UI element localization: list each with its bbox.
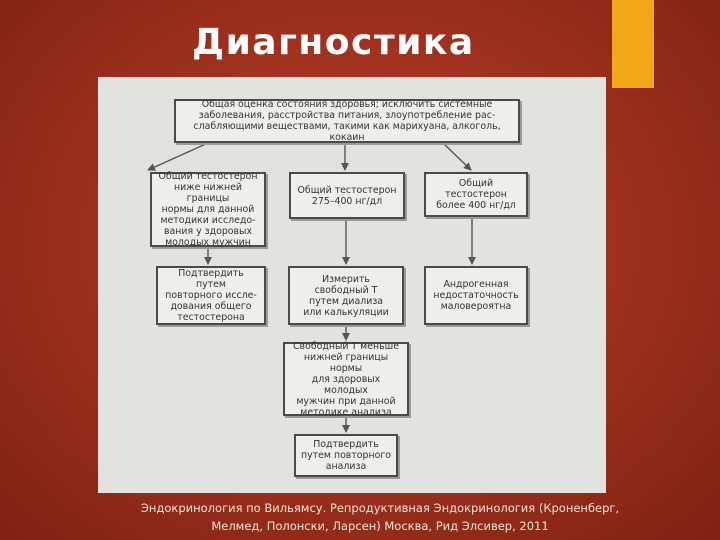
node-total-t-below-normal: Общий тестостерон ниже нижней границы нормы для данной методики исследо- вания у здоровых молодых мужчин <box>150 172 266 247</box>
node-free-t-below-normal: Свободный Т меньше нижней границы нормы для здоровых молодых мужчин при данной методике анализа <box>283 342 409 416</box>
node-general-assessment: Общая оценка состояния здоровья; исключить системные заболевания, расстройства питания, злоупотребление рас- слабляющими веществами, такими как марихуана, алкоголь, кокаин <box>174 99 520 143</box>
node-confirm-repeat-analysis: Подтвердить путем повторного анализа <box>294 434 398 477</box>
node-androgen-deficiency-unlikely: Андрогенная недостаточность маловероятна <box>424 266 528 325</box>
node-measure-free-t: Измерить свободный Т путем диализа или калькуляции <box>288 266 404 325</box>
slide-title: Диагностика <box>192 22 475 63</box>
node-total-t-above-400: Общий тестостерон более 400 нг/дл <box>424 172 528 217</box>
citation: Эндокринология по Вильямсу. Репродуктивная Эндокринология (Кроненберг, Мелмед, Полонски, Ларсен) Москва, Рид Элсивер, 2011 <box>140 501 620 533</box>
arrow-top-to-high <box>443 143 471 170</box>
arrow-top-to-low <box>148 143 208 170</box>
node-confirm-repeat-total-t: Подтвердить путем повторного иссле- дования общего тестостерона <box>156 266 266 325</box>
flowchart-scan <box>98 77 606 493</box>
node-total-t-275-400: Общий тестостерон 275–400 нг/дл <box>289 172 405 219</box>
accent-bar <box>612 0 654 88</box>
